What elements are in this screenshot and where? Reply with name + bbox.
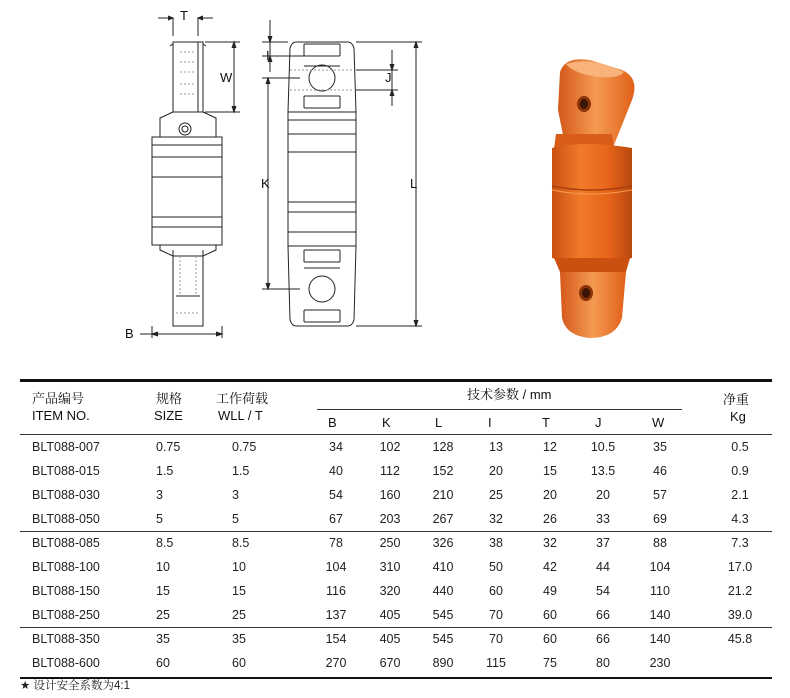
cell-i: 25	[489, 488, 503, 502]
header-wll-cn: 工作荷载	[216, 391, 269, 406]
table-top-rule	[20, 379, 772, 382]
cell-weight: 4.3	[731, 512, 749, 526]
cell-item-no: BLT088-085	[32, 536, 100, 550]
cell-w: 230	[649, 656, 671, 670]
cell-t: 12	[543, 440, 557, 454]
cell-wll: 25	[232, 608, 246, 622]
header-item-en: ITEM NO.	[32, 408, 90, 423]
cell-i: 60	[489, 584, 503, 598]
cell-i: 115	[486, 656, 506, 670]
cell-w: 140	[649, 632, 671, 646]
params-underline	[317, 409, 682, 410]
cell-i: 13	[489, 440, 503, 454]
cell-j: 33	[596, 512, 610, 526]
header-col-i: I	[488, 415, 492, 430]
header-item-cn: 产品编号	[32, 391, 85, 406]
table-row	[20, 508, 772, 532]
cell-l: 267	[432, 512, 454, 526]
cell-wll: 1.5	[232, 464, 250, 478]
cell-t: 75	[543, 656, 557, 670]
cell-weight: 21.2	[727, 584, 753, 598]
cell-w: 35	[653, 440, 667, 454]
cell-t: 49	[543, 584, 557, 598]
cell-k: 112	[380, 464, 400, 478]
header-weight-en: Kg	[730, 409, 746, 424]
dim-label-i: I	[266, 48, 270, 63]
dim-label-k: K	[261, 176, 270, 191]
cell-i: 70	[489, 608, 503, 622]
cell-weight: 17.0	[727, 560, 753, 574]
header-params: 技术参数 / mm	[467, 387, 552, 402]
header-col-t: T	[542, 415, 550, 430]
cell-weight: 0.9	[731, 464, 749, 478]
cell-k: 405	[379, 632, 401, 646]
cell-size: 25	[156, 608, 170, 622]
cell-w: 88	[653, 536, 667, 550]
dim-label-w: W	[220, 70, 233, 85]
header-col-l: L	[435, 415, 443, 430]
product-illustration	[552, 59, 634, 338]
table-row	[20, 436, 772, 460]
table-row	[20, 532, 772, 556]
cell-item-no: BLT088-015	[32, 464, 100, 478]
dim-label-b: B	[125, 326, 134, 341]
header-col-w: W	[652, 415, 665, 430]
cell-b: 137	[325, 608, 347, 622]
cell-k: 203	[379, 512, 401, 526]
cell-weight: 2.1	[731, 488, 749, 502]
cell-l: 890	[432, 656, 454, 670]
cell-l: 152	[432, 464, 454, 478]
cell-j: 37	[596, 536, 610, 550]
cell-w: 46	[653, 464, 667, 478]
cell-item-no: BLT088-007	[32, 440, 100, 454]
header-weight-cn: 净重	[723, 392, 750, 407]
cell-t: 32	[543, 536, 557, 550]
table-bottom-rule	[20, 677, 772, 679]
cell-w: 140	[649, 608, 671, 622]
table-row	[20, 460, 772, 484]
cell-size: 60	[156, 656, 170, 670]
header-size-cn: 规格	[156, 391, 183, 406]
cell-k: 250	[379, 536, 401, 550]
cell-k: 160	[379, 488, 401, 502]
cell-t: 15	[543, 464, 557, 478]
cell-i: 20	[489, 464, 503, 478]
cell-b: 40	[329, 464, 343, 478]
cell-i: 38	[489, 536, 503, 550]
cell-b: 104	[325, 560, 347, 574]
header-col-k: K	[382, 415, 391, 430]
cell-j: 44	[596, 560, 610, 574]
header-wll-en: WLL / T	[218, 408, 263, 423]
cell-w: 57	[653, 488, 667, 502]
cell-b: 116	[326, 584, 346, 598]
cell-wll: 10	[232, 560, 246, 574]
cell-j: 10.5	[590, 440, 616, 454]
header-size-en: SIZE	[154, 408, 183, 423]
cell-item-no: BLT088-250	[32, 608, 100, 622]
cell-wll: 8.5	[232, 536, 250, 550]
cell-k: 405	[379, 608, 401, 622]
cell-weight: 0.5	[731, 440, 749, 454]
cell-w: 110	[650, 584, 670, 598]
dim-label-t: T	[180, 8, 188, 23]
cell-j: 66	[596, 608, 610, 622]
cell-k: 320	[379, 584, 401, 598]
cell-i: 32	[489, 512, 503, 526]
cell-j: 80	[596, 656, 610, 670]
cell-item-no: BLT088-350	[32, 632, 100, 646]
header-col-b: B	[328, 415, 337, 430]
table-row	[20, 484, 772, 508]
table-row	[20, 604, 772, 628]
cell-l: 410	[432, 560, 454, 574]
footnote	[20, 677, 130, 693]
cell-k: 310	[379, 560, 401, 574]
cell-l: 545	[432, 608, 454, 622]
cell-weight: 7.3	[731, 536, 749, 550]
header-bottom-rule	[20, 434, 772, 435]
cell-i: 70	[489, 632, 503, 646]
cell-b: 34	[329, 440, 343, 454]
cell-k: 670	[379, 656, 401, 670]
cell-weight: 39.0	[727, 608, 753, 622]
cell-size: 10	[156, 560, 170, 574]
cell-l: 128	[432, 440, 454, 454]
cell-size: 15	[156, 584, 170, 598]
cell-size: 35	[156, 632, 170, 646]
table-row	[20, 556, 772, 580]
cell-t: 60	[543, 608, 557, 622]
cell-b: 78	[329, 536, 343, 550]
cell-size: 1.5	[156, 464, 174, 478]
cell-b: 67	[329, 512, 343, 526]
header-col-j: J	[595, 415, 602, 430]
cell-size: 3	[156, 488, 163, 502]
dim-label-j: J	[385, 70, 392, 85]
cell-t: 60	[543, 632, 557, 646]
table-row	[20, 580, 772, 604]
cell-b: 154	[325, 632, 347, 646]
cell-item-no: BLT088-150	[32, 584, 100, 598]
star-icon: ★	[20, 680, 31, 692]
cell-item-no: BLT088-600	[32, 656, 100, 670]
cell-b: 54	[329, 488, 343, 502]
front-view-drawing	[152, 42, 222, 326]
dim-label-l: L	[410, 176, 418, 191]
cell-size: 8.5	[156, 536, 174, 550]
cell-wll: 60	[232, 656, 246, 670]
cell-wll: 15	[232, 584, 246, 598]
table-row	[20, 628, 772, 652]
cell-j: 66	[596, 632, 610, 646]
cell-size: 5	[156, 512, 163, 526]
cell-wll: 35	[232, 632, 246, 646]
cell-size: 0.75	[156, 440, 181, 454]
cell-b: 270	[325, 656, 347, 670]
table-row	[20, 652, 772, 676]
cell-l: 326	[432, 536, 454, 550]
side-view-drawing	[288, 42, 356, 326]
footnote-text: 设计安全系数为4:1	[33, 680, 131, 692]
cell-wll: 3	[232, 488, 239, 502]
cell-item-no: BLT088-050	[32, 512, 100, 526]
cell-wll: 0.75	[232, 440, 257, 454]
cell-wll: 5	[232, 512, 239, 526]
cell-i: 50	[489, 560, 503, 574]
cell-k: 102	[379, 440, 401, 454]
cell-j: 13.5	[590, 464, 616, 478]
cell-item-no: BLT088-030	[32, 488, 100, 502]
cell-t: 20	[543, 488, 557, 502]
cell-t: 26	[543, 512, 557, 526]
cell-j: 54	[596, 584, 610, 598]
cell-item-no: BLT088-100	[32, 560, 100, 574]
cell-w: 69	[653, 512, 667, 526]
cell-j: 20	[596, 488, 610, 502]
cell-l: 545	[432, 632, 454, 646]
cell-l: 440	[432, 584, 454, 598]
cell-l: 210	[432, 488, 454, 502]
cell-t: 42	[543, 560, 557, 574]
cell-w: 104	[649, 560, 671, 574]
cell-weight: 45.8	[727, 632, 753, 646]
